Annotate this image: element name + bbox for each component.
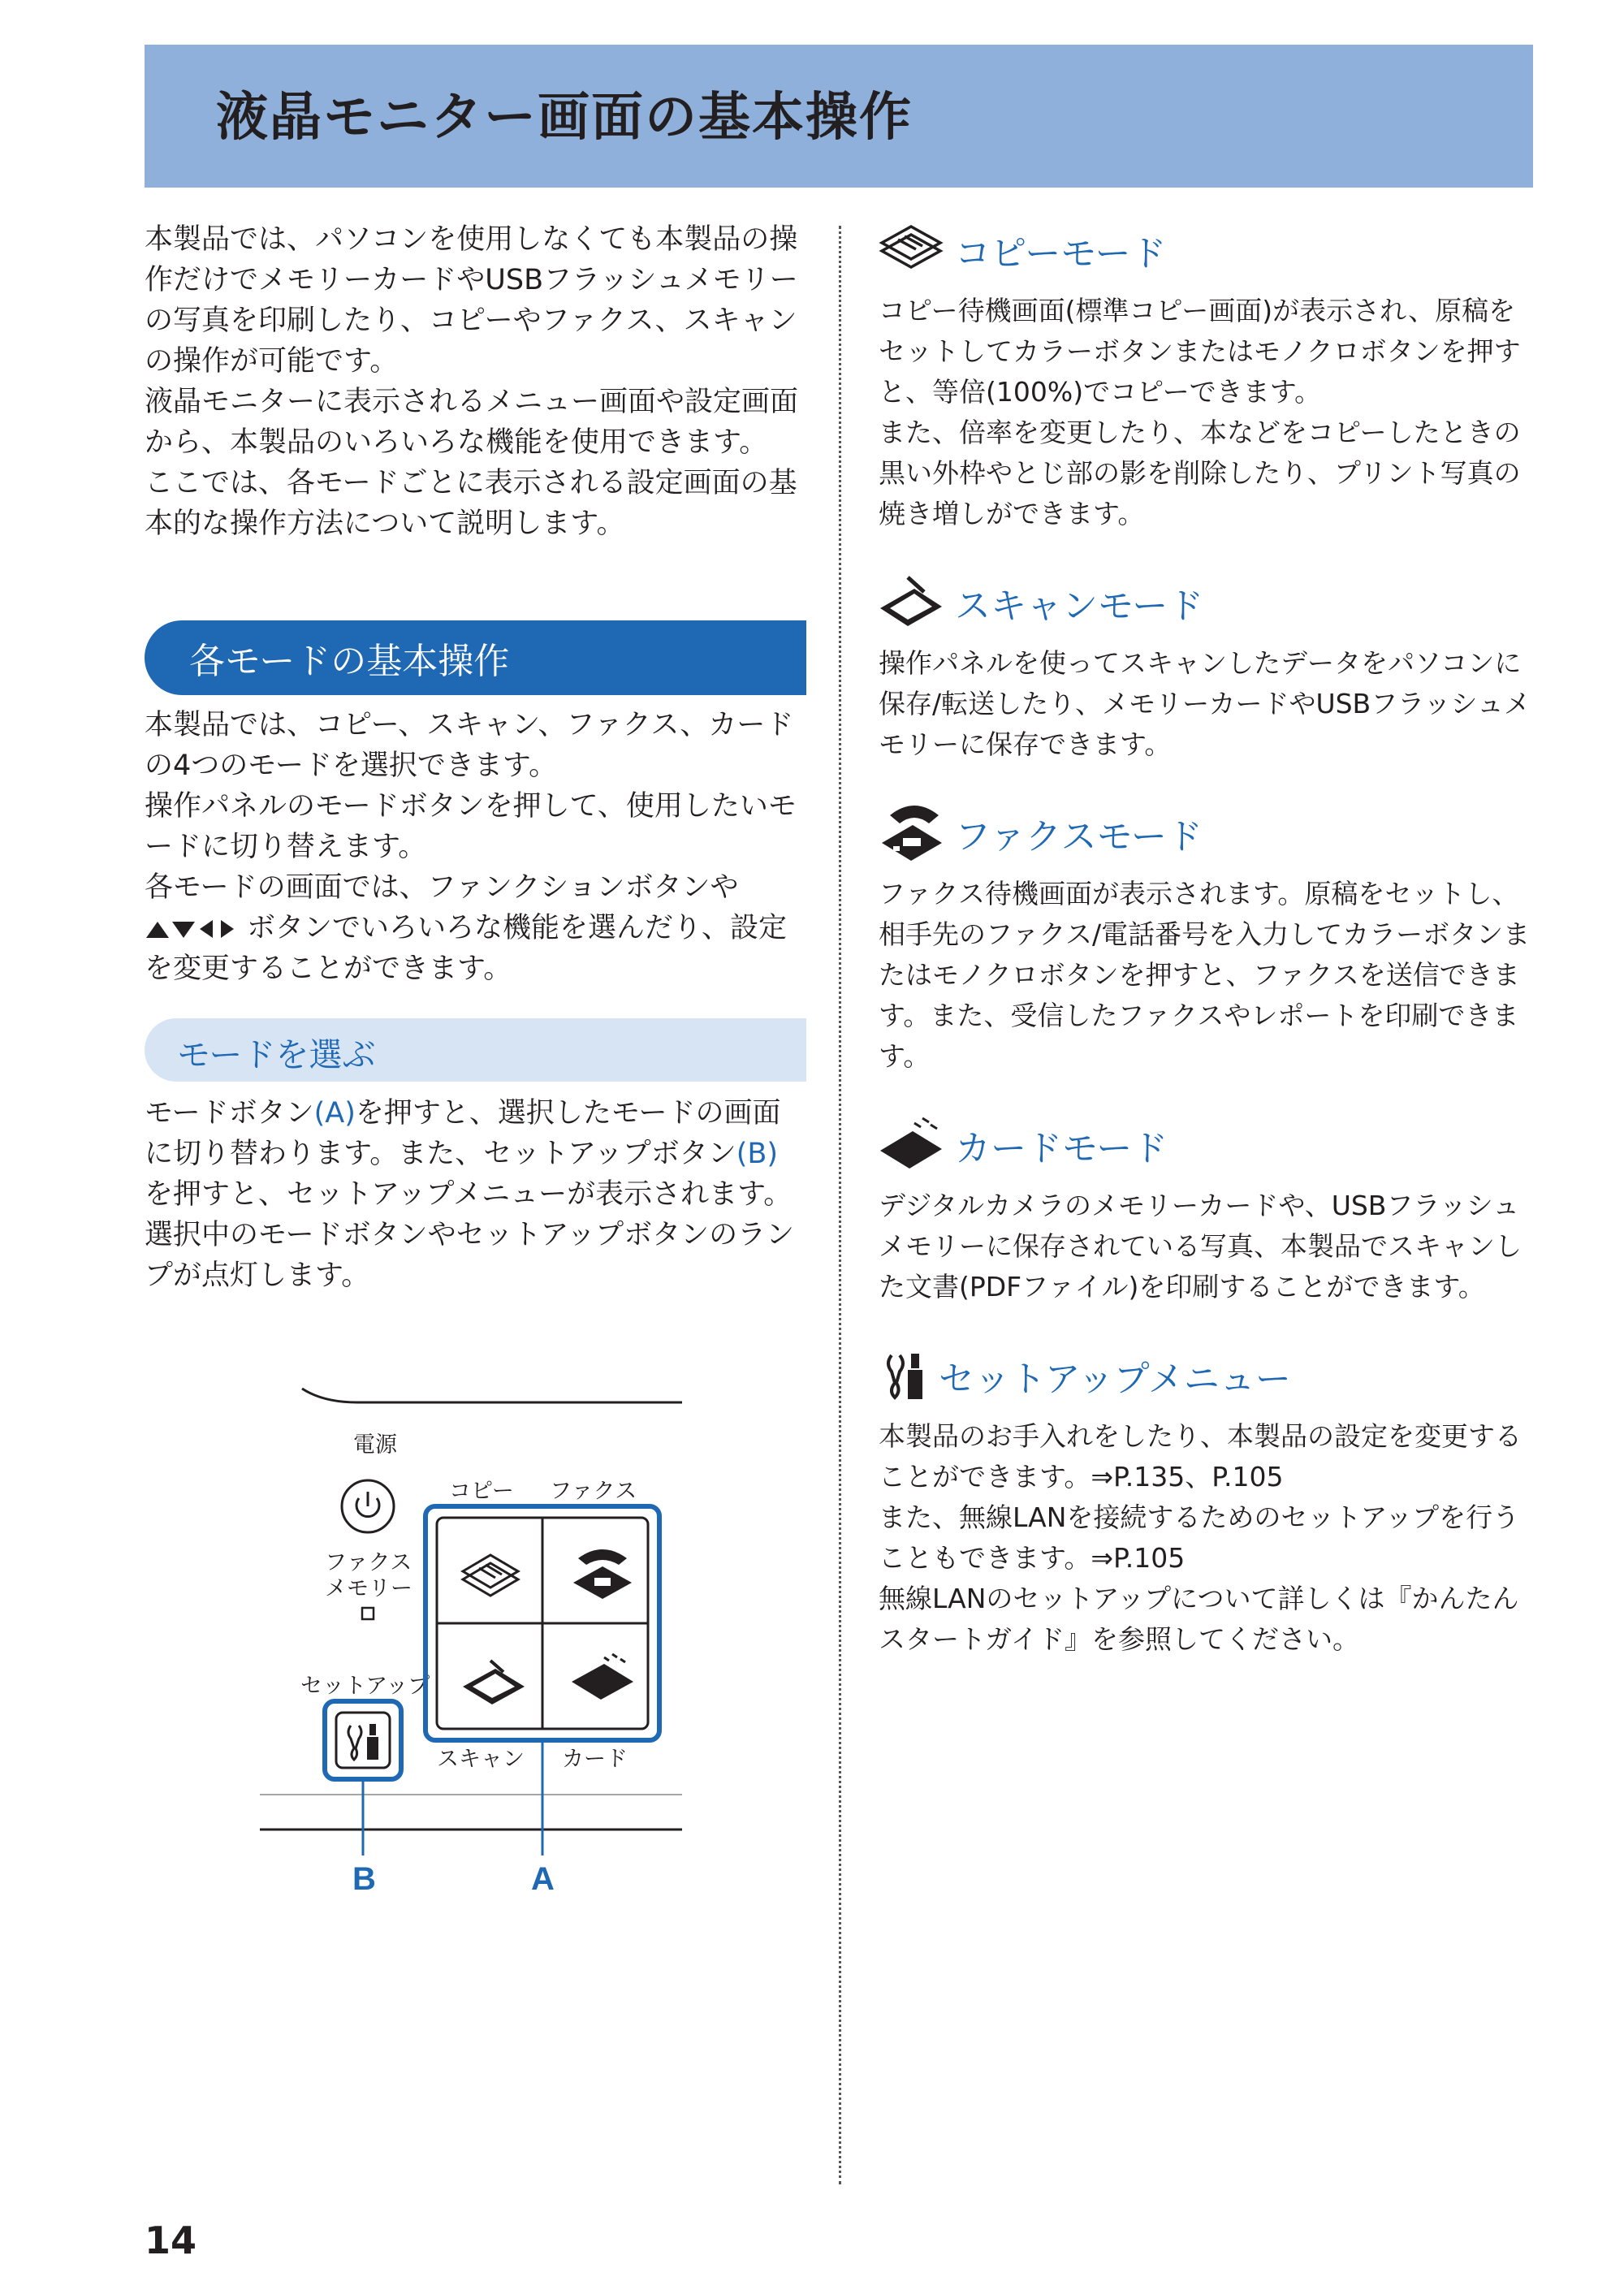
scan-icon	[879, 574, 944, 631]
setup-menu-heading	[879, 1345, 1536, 1406]
sub-header-label: モードを選ぶ	[177, 1035, 376, 1074]
fax-icon	[879, 802, 944, 864]
section-body	[145, 705, 806, 989]
intro-paragraph: 液晶モニターに表示されるメニュー画面や設定画面から、本製品のいろいろな機能を使用できます。	[145, 386, 799, 459]
card-mode-section	[879, 1114, 1536, 1307]
sub-section-body	[145, 1093, 806, 1296]
scan-mode-paragraph: 操作パネルを使ってスキャンしたデータをパソコンに保存/転送したり、メモリーカードやUSBフラッシュメモリーに保存できます。	[879, 647, 1531, 760]
text-run: モードボタン	[145, 1097, 314, 1130]
setup-label: セットアップ	[300, 1674, 430, 1698]
intro-paragraph: ここでは、各モードごとに表示される設定画面の基本的な操作方法について説明します。	[145, 467, 797, 540]
setup-tools-icon	[879, 1347, 927, 1404]
card-mode-title: カードモード	[955, 1128, 1168, 1169]
fax-memory-lamp	[362, 1608, 374, 1619]
section-paragraph: 操作パネルのモードボタンを押して、使用したいモードに切り替えます。	[145, 790, 797, 863]
setup-menu-paragraph: 無線LANのセットアップについて詳しくは『かんたんスタートガイド』を参照してください。	[879, 1583, 1519, 1655]
section-paragraph: 本製品では、コピー、スキャン、ファクス、カードの4つのモードを選択できます。	[145, 709, 794, 782]
scan-mode-heading	[879, 572, 1536, 633]
power-button-icon	[342, 1480, 394, 1532]
control-panel-diagram	[260, 1385, 698, 1912]
fax-mode-title: ファクスモード	[955, 816, 1203, 858]
callout-b-ref: (B)	[736, 1138, 779, 1170]
fax-mode-paragraph: ファクス待機画面が表示されます。原稿をセットし、相手先のファクス/電話番号を入力してカラーボタンまたはモノクロボタンを押すと、ファクスを送信できます。また、受信したファクスやレポートを印刷できます。	[879, 878, 1531, 1072]
callout-b-label: B	[352, 1861, 376, 1897]
fax-mode-heading	[879, 802, 1536, 864]
left-column	[145, 219, 806, 1296]
setup-menu-paragraph: また、無線LANを接続するためのセットアップを行うこともできます。⇒P.105	[879, 1501, 1520, 1574]
sub-section-paragraph	[145, 1093, 806, 1296]
setup-button-highlight	[325, 1701, 401, 1779]
scan-label: スキャン	[437, 1747, 525, 1771]
card-mode-heading	[879, 1114, 1536, 1176]
text-run: を押すと、セットアップメニューが表示されます。選択中のモードボタンやセットアップボタンのランプが点灯します。	[145, 1178, 795, 1292]
intro	[145, 219, 806, 544]
intro-paragraph: 本製品では、パソコンを使用しなくても本製品の操作だけでメモリーカードやUSBフラッシュメモリーの写真を印刷したり、コピーやファクス、スキャンの操作が可能です。	[145, 223, 798, 378]
title-bar	[145, 45, 1533, 188]
copy-mode-heading	[879, 219, 1536, 281]
setup-menu-paragraph: 本製品のお手入れをしたり、本製品の設定を変更することができます。⇒P.135、P.105	[879, 1420, 1522, 1493]
section-paragraph-end: ボタンでいろいろな機能を選んだり、設定を変更することができます。	[145, 912, 788, 985]
section-paragraph	[145, 867, 806, 989]
page-title: 液晶モニター画面の基本操作	[216, 88, 913, 148]
mode-buttons-highlight	[425, 1506, 659, 1740]
fax-label: ファクス	[550, 1479, 637, 1503]
section-paragraph-start: 各モードの画面では、ファンクションボタンや	[145, 871, 739, 904]
copy-mode-section	[879, 219, 1536, 534]
sub-header-select-mode	[145, 1018, 806, 1082]
scan-mode-section	[879, 572, 1536, 765]
section-header-label: 各モードの基本操作	[189, 641, 510, 682]
copy-mode-paragraph: コピー待機画面(標準コピー画面)が表示され、原稿をセットしてカラーボタンまたはモノクロボタンを押すと、等倍(100%)でコピーできます。	[879, 295, 1521, 408]
setup-menu-title: セットアップメニュー	[939, 1359, 1291, 1400]
page-number: 14	[145, 2218, 197, 2262]
copy-label: コピー	[449, 1479, 514, 1503]
panel-top-edge	[302, 1389, 682, 1402]
callout-a-ref: (A)	[313, 1097, 356, 1130]
scan-mode-title: スキャンモード	[955, 585, 1204, 627]
copy-icon	[879, 222, 944, 279]
copy-mode-title: コピーモード	[955, 233, 1167, 274]
card-mode-paragraph: デジタルカメラのメモリーカードや、USBフラッシュメモリーに保存されている写真、本製品でスキャンした文書(PDFファイル)を印刷することができます。	[879, 1190, 1522, 1303]
setup-menu-section	[879, 1345, 1536, 1660]
right-column	[879, 219, 1536, 1660]
column-divider	[839, 226, 841, 2184]
callout-a-label: A	[531, 1861, 555, 1897]
card-label: カード	[562, 1747, 628, 1771]
card-icon	[879, 1117, 944, 1173]
text-run: を押すと、選択したモードの画面に切り替わります。また、セットアップボタン	[145, 1097, 781, 1170]
section-header-basic-operations	[145, 620, 806, 695]
fax-mode-section	[879, 802, 1536, 1077]
fax-memory-label-line2: メモリー	[325, 1576, 412, 1601]
power-label: 電源	[353, 1432, 397, 1457]
arrow-keys-icon	[145, 917, 247, 941]
fax-memory-label-line1: ファクス	[325, 1550, 412, 1575]
copy-mode-paragraph: また、倍率を変更したり、本などをコピーしたときの黒い外枠やとじ部の影を削除したり、プリント写真の焼き増しができます。	[879, 417, 1521, 529]
